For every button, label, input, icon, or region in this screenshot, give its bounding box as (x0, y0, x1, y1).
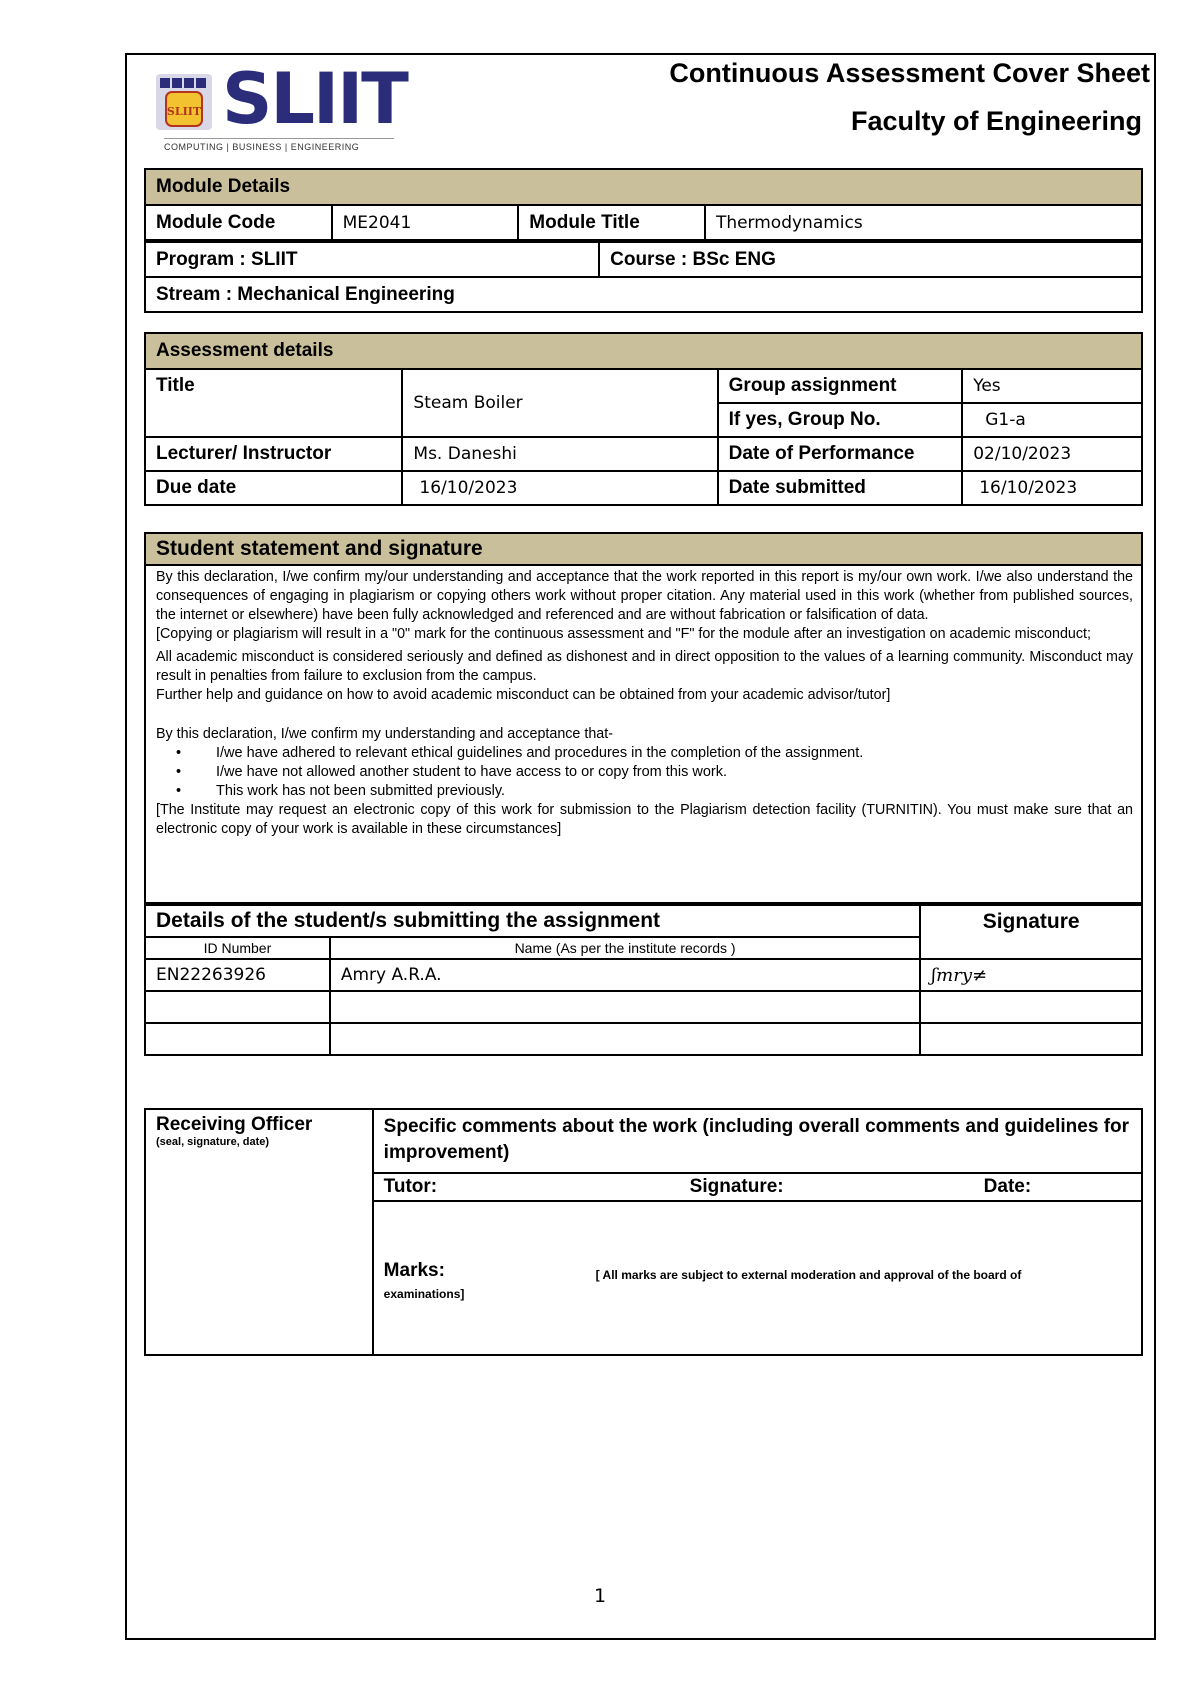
page-number: 1 (593, 1585, 607, 1607)
stream-field: Stream : Mechanical Engineering (145, 277, 1142, 312)
page-subtitle: Faculty of Engineering (850, 106, 1142, 136)
marks-note: [ All marks are subject to external moderation and approval of the board of examinations] (383, 1268, 1022, 1301)
signature-heading: Signature (920, 905, 1142, 959)
statement-paragraph: [Copying or plagiarism will result in a "0" mark for the continuous assessment and "F" for the module after an investigation on academic misconduct; (156, 626, 1091, 642)
course-field: Course : BSc ENG (599, 242, 1142, 277)
tutor-label: Tutor: (383, 1176, 438, 1197)
logo-tagline: COMPUTING | BUSINESS | ENGINEERING (164, 138, 394, 152)
lecturer-value: Ms. Daneshi (402, 437, 717, 471)
declaration-item: • I/we have adhered to relevant ethical guidelines and procedures in the completion of the assignment. (176, 745, 864, 761)
page-title: Continuous Assessment Cover Sheet (669, 58, 1150, 88)
students-heading: Details of the student/s submitting the assignment (145, 905, 920, 937)
student-signature: ʃmry≠ (920, 959, 1142, 991)
statement-paragraph: By this declaration, I/we confirm my/our understanding and acceptance that the work reported in this report is my/our own work. I/we also understand the consequences of engaging in plagiarism or copying others work without proper citation. Any material used in this work (whether from published sources, the internet or elsewhere) have been fully acknowledged and referenced and are without fabrication or falsification of data. (156, 569, 1133, 623)
sliit-logo (152, 58, 408, 158)
statement-heading: Student statement and signature (146, 534, 1141, 566)
receiving-officer-label: Receiving Officer (156, 1114, 313, 1135)
performance-date-label: Date of Performance (718, 437, 963, 471)
student-id: EN22263926 (145, 959, 330, 991)
due-date-value: 16/10/2023 (402, 471, 717, 505)
comments-heading: Specific comments about the work (including overall comments and guidelines for improvement) (373, 1109, 1142, 1173)
id-number-header: ID Number (145, 937, 330, 959)
date-submitted-label: Date submitted (718, 471, 963, 505)
module-code-value: ME2041 (332, 205, 519, 240)
statement-paragraph: All academic misconduct is considered seriously and defined as dishonest and in direct opposition to the values of a learning community. Misconduct may result in penalties from failure to exclusion from the campus. (156, 649, 1133, 684)
crest-icon (152, 70, 216, 134)
date-submitted-value: 16/10/2023 (962, 471, 1142, 505)
lecturer-label: Lecturer/ Instructor (145, 437, 402, 471)
name-header: Name (As per the institute records ) (330, 937, 920, 959)
group-no-value: G1-a (962, 403, 1142, 437)
receiving-officer-table (144, 1108, 1143, 1356)
statement-paragraph: Further help and guidance on how to avoid academic misconduct can be obtained from your academic advisor/tutor] (156, 687, 891, 703)
assessment-details-heading: Assessment details (145, 333, 1142, 369)
table-row (145, 959, 1142, 991)
statement-paragraph: [The Institute may request an electronic copy of this work for submission to the Plagiarism detection facility (TURNITIN). You must make sure that an electronic copy of your work is available in these circumstances] (156, 802, 1133, 837)
module-code-label: Module Code (145, 205, 332, 240)
module-details-heading: Module Details (145, 169, 1142, 205)
group-no-label: If yes, Group No. (718, 403, 963, 437)
due-date-label: Due date (145, 471, 402, 505)
module-details-table (144, 168, 1143, 241)
statement-paragraph: By this declaration, I/we confirm my understanding and acceptance that- (156, 726, 613, 742)
program-table (144, 241, 1143, 313)
declaration-item: • This work has not been submitted previously. (176, 783, 506, 799)
receiving-officer-note: (seal, signature, date) (156, 1136, 270, 1148)
program-field: Program : SLIIT (145, 242, 599, 277)
title-label: Title (145, 369, 402, 437)
assessment-details-table (144, 332, 1143, 506)
table-row (145, 991, 1142, 1023)
declaration-list (156, 744, 1133, 801)
group-assignment-value: Yes (962, 369, 1142, 403)
date-label: Date: (983, 1176, 1032, 1197)
table-row (145, 1023, 1142, 1055)
module-title-value: Thermodynamics (705, 205, 1142, 240)
student-statement (144, 532, 1143, 904)
module-title-label: Module Title (518, 205, 705, 240)
declaration-item: • I/we have not allowed another student to have access to or copy from this work. (176, 764, 727, 780)
signature-label: Signature: (689, 1176, 784, 1197)
logo-wordmark: SLIIT (222, 58, 407, 140)
svg-text:SLIIT: SLIIT (166, 105, 202, 118)
student-name: Amry A.R.A. (330, 959, 920, 991)
performance-date-value: 02/10/2023 (962, 437, 1142, 471)
title-value: Steam Boiler (402, 369, 717, 437)
students-table (144, 904, 1143, 1056)
group-assignment-label: Group assignment (718, 369, 963, 403)
marks-label: Marks: (383, 1260, 445, 1281)
